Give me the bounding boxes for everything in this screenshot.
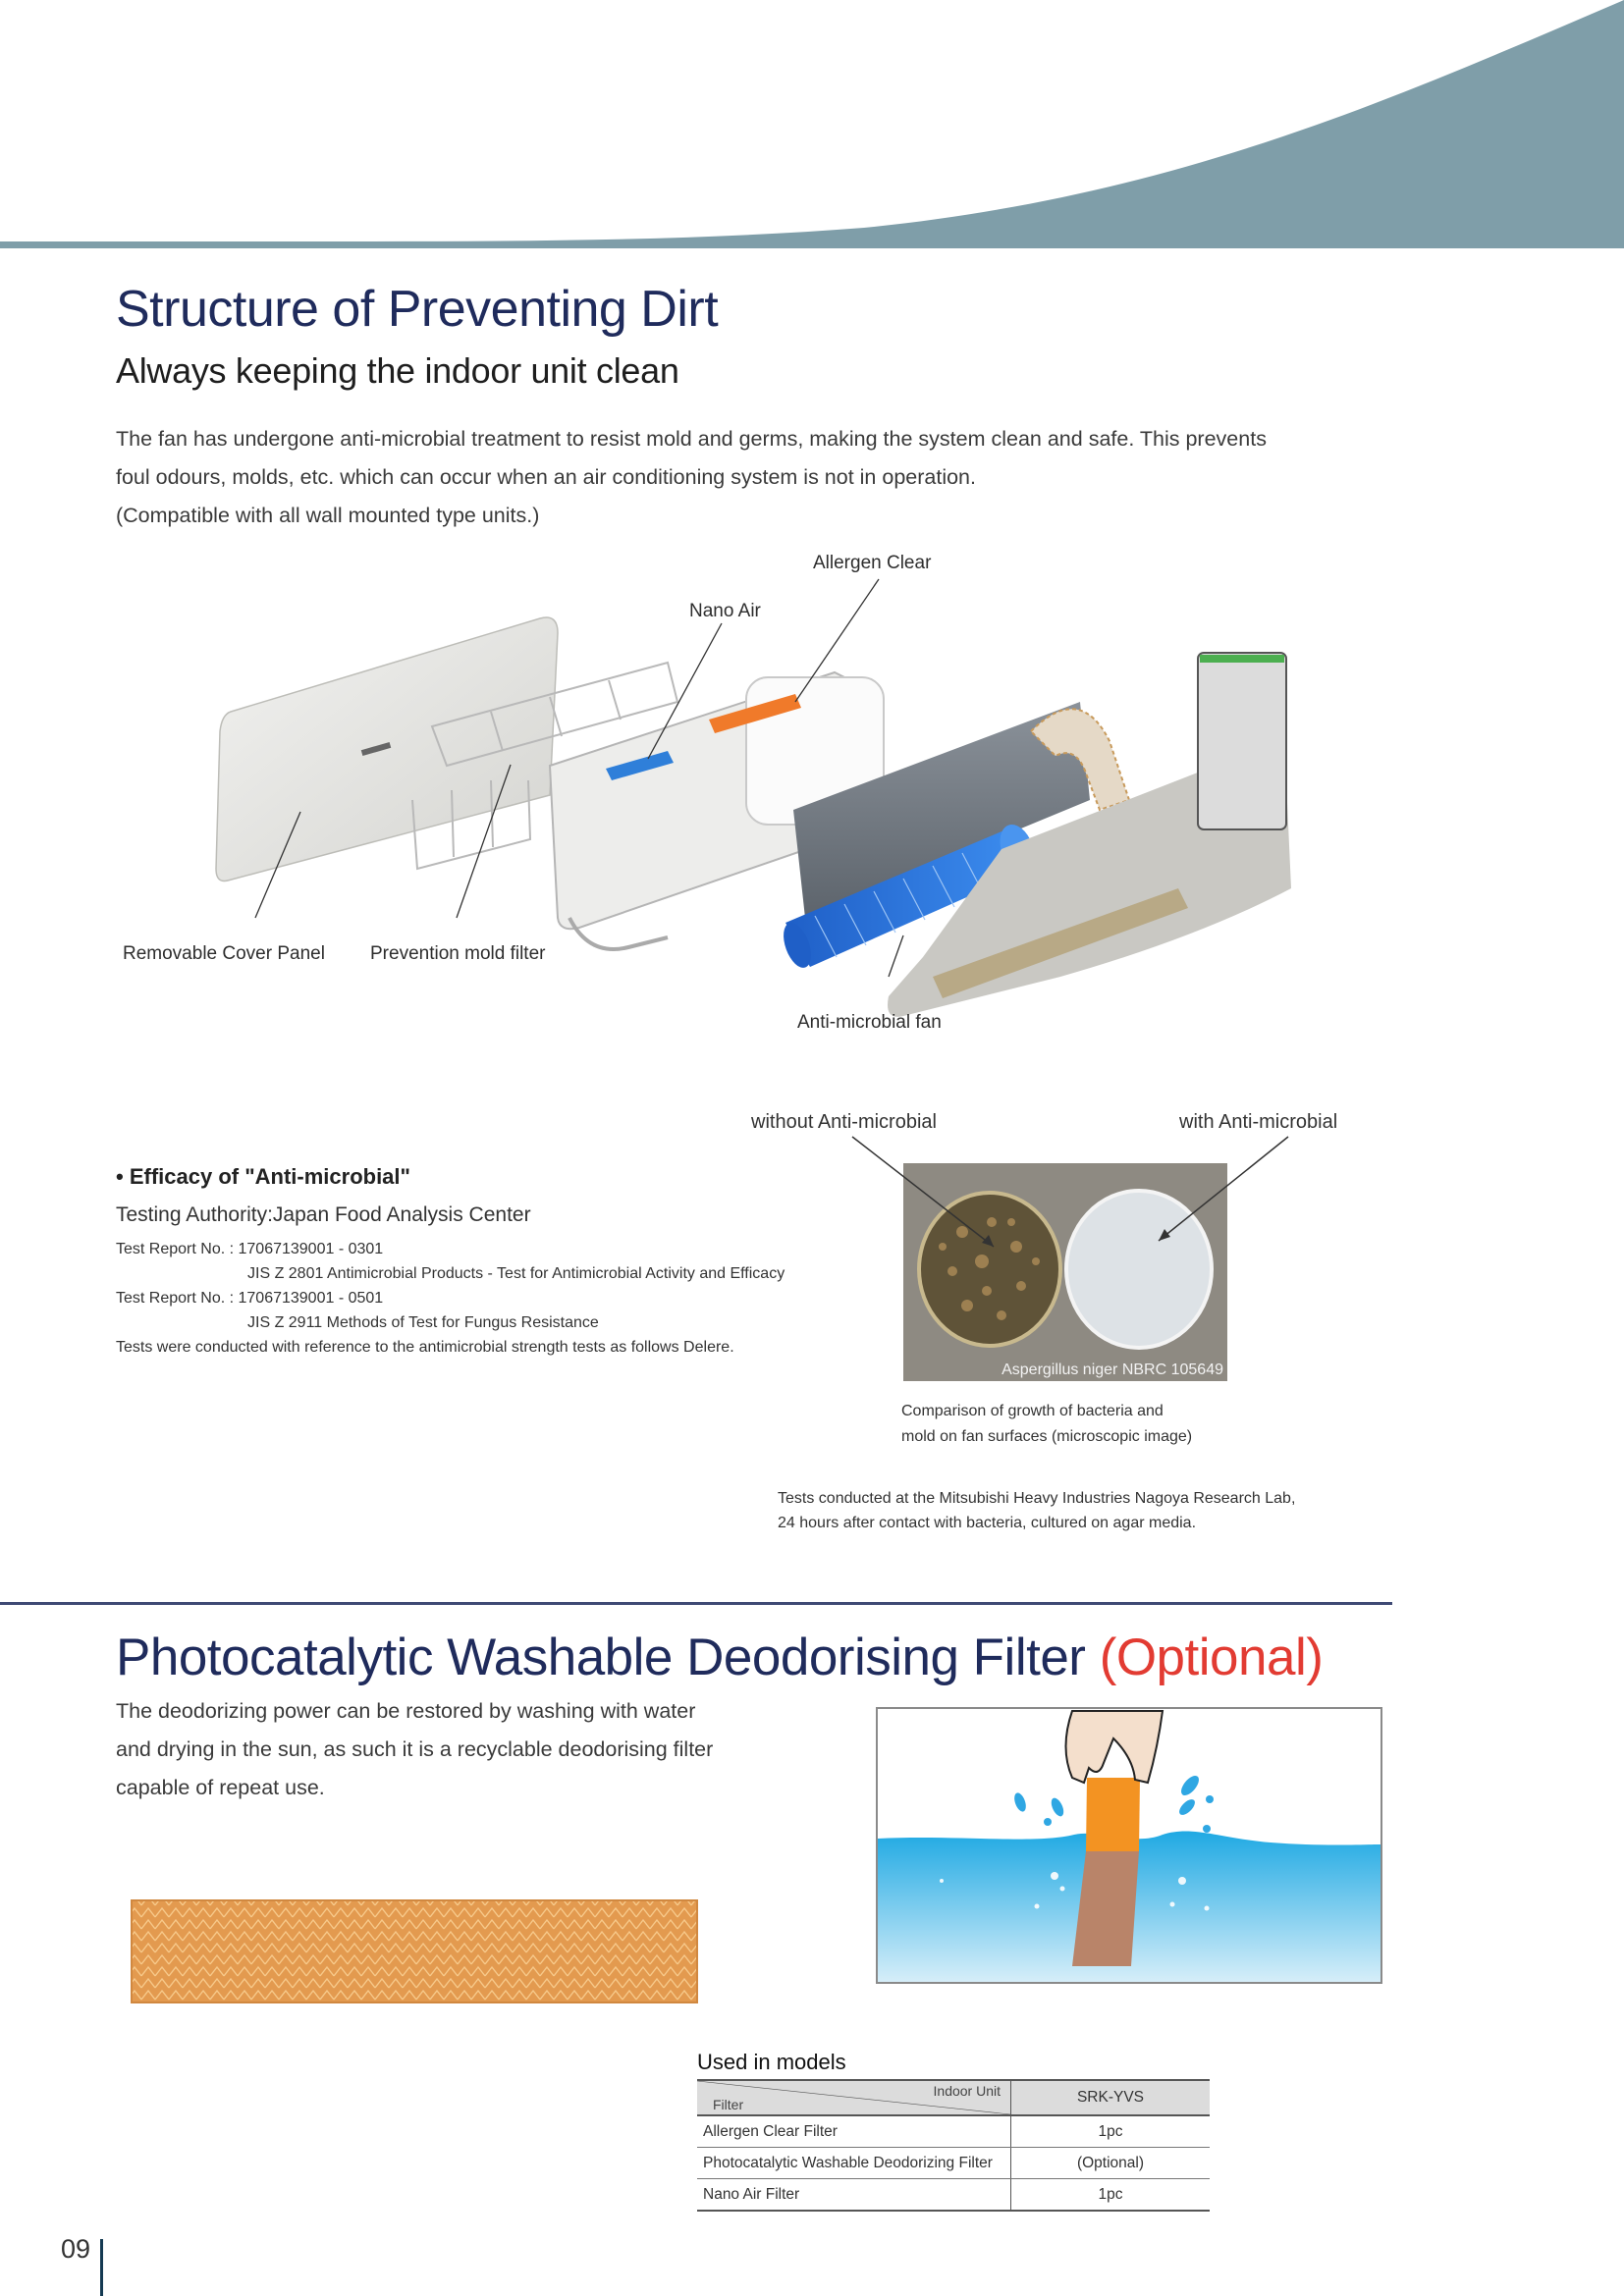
optional-badge: (Optional) xyxy=(1099,1629,1324,1686)
label-without-antimicrobial: without Anti-microbial xyxy=(751,1111,937,1133)
washing-illustration xyxy=(876,1707,1382,1984)
header-band xyxy=(0,0,1624,255)
test-standard-2: JIS Z 2911 Methods of Test for Fungus Resistance xyxy=(247,1314,599,1331)
header-model: SRK-YVS xyxy=(1011,2080,1211,2115)
header-indoor-unit: Indoor Unit xyxy=(933,2083,1001,2099)
label-with-antimicrobial: with Anti-microbial xyxy=(1179,1111,1338,1133)
header-filter: Filter xyxy=(713,2097,744,2112)
section2-title-text: Photocatalytic Washable Deodorising Filter xyxy=(116,1629,1086,1686)
comparison-caption xyxy=(901,1399,1192,1450)
intro-line: foul odours, molds, etc. which can occur when an air conditioning system is not in operation. xyxy=(116,465,976,489)
photo-caption: Aspergillus niger NBRC 105649 xyxy=(1001,1362,1223,1378)
test-report-1: Test Report No. : 17067139001 - 0301 xyxy=(116,1241,384,1257)
efficacy-heading xyxy=(116,1164,410,1190)
exploded-unit-diagram xyxy=(118,545,1404,1045)
section-intro xyxy=(116,420,1412,535)
bullet-icon: • xyxy=(116,1164,130,1189)
efficacy-title: Efficacy of "Anti-microbial" xyxy=(129,1164,410,1189)
lab-note xyxy=(778,1486,1295,1535)
table-header-row xyxy=(697,2080,1210,2115)
intro-line: The fan has undergone anti-microbial treatment to resist mold and germs, making the system clean and safe. This prevents xyxy=(116,427,1267,451)
caption-line: Comparison of growth of bacteria and xyxy=(901,1403,1164,1419)
caption-line: mold on fan surfaces (microscopic image) xyxy=(901,1428,1193,1445)
filter-name: Nano Air Filter xyxy=(697,2179,1011,2212)
test-report-2: Test Report No. : 17067139001 - 0501 xyxy=(116,1290,384,1307)
comparison-leader-lines xyxy=(844,1129,1306,1256)
models-table-title: Used in models xyxy=(697,2050,846,2074)
section2-line: The deodorizing power can be restored by washing with water xyxy=(116,1699,696,1723)
filter-quantity: 1pc xyxy=(1011,2179,1211,2212)
callout-prevention-mold-filter: Prevention mold filter xyxy=(370,943,546,964)
models-table xyxy=(697,2079,1210,2212)
callout-anti-microbial-fan: Anti-microbial fan xyxy=(797,1012,942,1033)
deodorising-filter-photo xyxy=(128,1895,701,2008)
lab-note-line: Tests conducted at the Mitsubishi Heavy Industries Nagoya Research Lab, xyxy=(778,1490,1296,1507)
callout-allergen-clear: Allergen Clear xyxy=(813,553,932,573)
section2-line: capable of repeat use. xyxy=(116,1776,325,1799)
header-diagonal-cell xyxy=(697,2080,1011,2115)
filter-name: Allergen Clear Filter xyxy=(697,2115,1011,2148)
section2-title xyxy=(116,1628,1323,1687)
section-divider xyxy=(0,1602,1392,1605)
callout-nano-air: Nano Air xyxy=(689,601,761,621)
section-title: Structure of Preventing Dirt xyxy=(116,281,719,338)
test-note: Tests were conducted with reference to the antimicrobial strength tests as follows Delere. xyxy=(116,1339,734,1356)
testing-authority: Testing Authority:Japan Food Analysis Center xyxy=(116,1203,531,1226)
callout-removable-cover-panel: Removable Cover Panel xyxy=(123,943,325,964)
filter-name: Photocatalytic Washable Deodorizing Filter xyxy=(697,2148,1011,2179)
test-standard-1: JIS Z 2801 Antimicrobial Products - Test for Antimicrobial Activity and Efficacy xyxy=(247,1265,785,1282)
filter-quantity: (Optional) xyxy=(1011,2148,1211,2179)
section2-line: and drying in the sun, as such it is a recyclable deodorising filter xyxy=(116,1737,714,1761)
page-number-bar xyxy=(100,2239,103,2296)
page-number: 09 xyxy=(61,2234,91,2264)
section2-paragraph xyxy=(116,1692,823,1807)
intro-line: (Compatible with all wall mounted type units.) xyxy=(116,504,540,527)
filter-quantity: 1pc xyxy=(1011,2115,1211,2148)
lab-note-line: 24 hours after contact with bacteria, cultured on agar media. xyxy=(778,1515,1197,1531)
section-subtitle: Always keeping the indoor unit clean xyxy=(116,350,679,391)
table-row xyxy=(697,2179,1210,2212)
table-row xyxy=(697,2115,1210,2148)
table-row xyxy=(697,2148,1210,2179)
